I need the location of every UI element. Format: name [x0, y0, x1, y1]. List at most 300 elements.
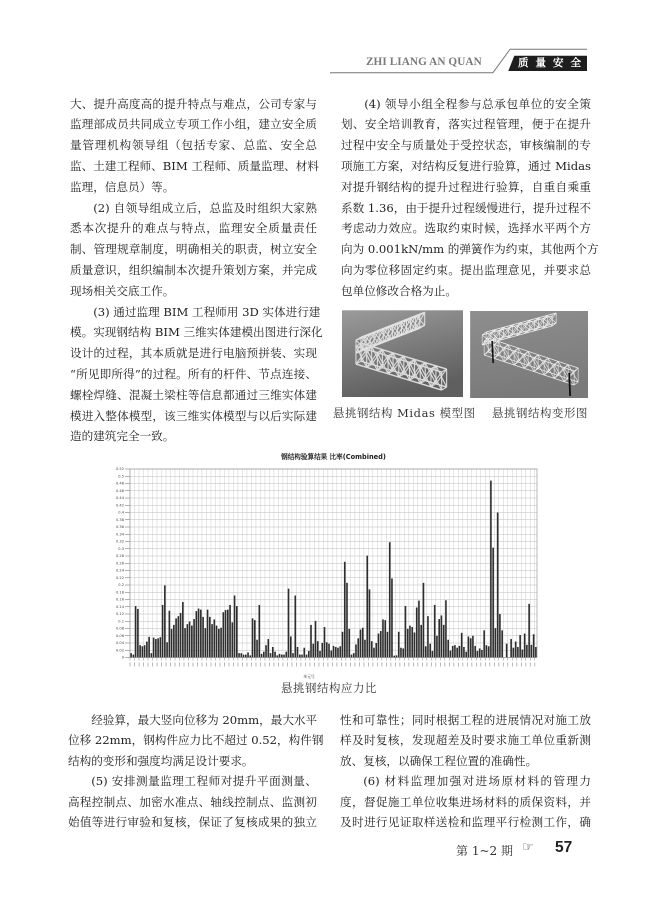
text-line: 包单位修改合格为止。	[341, 283, 457, 298]
bar	[429, 644, 431, 658]
bar	[202, 617, 204, 658]
bar	[506, 644, 508, 658]
text-line: (4) 领导小组全程参与总承包单位的安全策	[364, 96, 591, 111]
bar	[423, 583, 425, 658]
y-tick-label: 0.24	[115, 568, 124, 573]
bar	[256, 640, 258, 658]
text-line: 量管理机构领导组（包括专家、总监、安全总	[70, 138, 317, 153]
figure-midas-model-image	[342, 310, 464, 397]
x-tick-label-glyph	[346, 663, 347, 667]
bar	[454, 645, 456, 657]
bar	[447, 640, 449, 658]
bar	[234, 596, 236, 658]
x-tick-label-glyph	[292, 663, 293, 667]
x-tick-label-glyph	[202, 663, 203, 667]
x-tick-label-glyph	[319, 663, 320, 667]
x-tick-label-glyph	[449, 663, 450, 667]
bar	[436, 636, 438, 658]
text-line: (3) 通过监理 BIM 工程师用 3D 实体进行建	[93, 304, 321, 319]
x-axis-label: 单元号	[303, 674, 315, 679]
bar	[139, 645, 141, 657]
bar	[166, 642, 168, 657]
x-tick-label-glyph	[404, 663, 405, 667]
text-line: 悉本次提升的难点与特点，监理安全质量责任	[70, 221, 317, 236]
y-tick-label: 0.26	[115, 561, 124, 566]
bar	[488, 646, 490, 657]
x-tick-label-glyph	[143, 663, 144, 667]
x-tick-label-glyph	[328, 663, 329, 667]
bar	[240, 653, 242, 657]
bar	[348, 629, 350, 658]
x-tick-label-glyph	[485, 663, 486, 667]
bar	[265, 645, 267, 657]
paragraph	[70, 94, 317, 198]
paragraph	[68, 710, 324, 772]
x-tick-label-glyph	[260, 663, 261, 667]
bar	[326, 642, 328, 657]
bar	[411, 627, 413, 657]
bar	[155, 639, 157, 657]
x-tick-label-glyph	[193, 663, 194, 667]
x-tick-label-glyph	[229, 663, 230, 667]
bar	[180, 613, 182, 658]
bar	[299, 655, 301, 658]
text-line: 向为 0.001kN/mm 的弹簧作为约束，其他两个方	[341, 242, 599, 257]
text-line: (2) 自领导组成立后，总监及时组织大家熟	[93, 200, 317, 215]
bar	[351, 655, 353, 658]
x-tick-label-glyph	[278, 663, 279, 667]
x-tick-label-glyph	[355, 663, 356, 667]
bar	[252, 618, 254, 657]
bar	[443, 625, 445, 658]
x-tick-label-glyph	[296, 663, 297, 667]
section-pinyin: ZHI LIANG AN QUAN	[366, 56, 482, 68]
bar	[481, 650, 483, 658]
x-tick-label-glyph	[534, 663, 535, 667]
bar	[486, 645, 488, 657]
bar	[366, 556, 368, 658]
bar	[254, 620, 256, 657]
bar	[474, 646, 476, 658]
bar	[294, 596, 296, 658]
bar	[382, 619, 384, 657]
bar	[153, 638, 155, 658]
text-line: 螺栓焊缝、混凝土梁柱等信息都通过三维实体建	[70, 387, 317, 402]
bar	[531, 645, 533, 658]
y-tick-label: 0.38	[115, 517, 124, 522]
y-tick-label: 0.4	[118, 510, 124, 515]
bar	[445, 600, 447, 657]
text-line: “所见即所得”的过程。所有的杆件、节点连接、	[70, 366, 317, 381]
x-tick-label-glyph	[503, 663, 504, 667]
text-line: 对提升钢结构的提升过程进行验算，自重自乘重	[341, 179, 591, 194]
x-tick-label-glyph	[525, 663, 526, 667]
bar	[344, 562, 346, 658]
y-tick-label: 0.16	[115, 597, 124, 602]
bar	[312, 644, 314, 658]
figure-deformation-image	[470, 311, 588, 398]
x-tick-label-glyph	[530, 663, 531, 667]
x-tick-label-glyph	[256, 663, 257, 667]
x-tick-label-glyph	[512, 663, 513, 667]
x-tick-label-glyph	[206, 663, 207, 667]
x-tick-label-glyph	[274, 663, 275, 667]
bar	[427, 616, 429, 657]
bar	[452, 646, 454, 658]
bar	[492, 548, 494, 658]
text-line: 项施工方案，对结构反复进行验算，通过 Midas	[341, 158, 591, 173]
paragraph	[70, 302, 323, 448]
y-tick-label: 0.22	[115, 575, 124, 580]
bar	[290, 636, 292, 657]
bar	[384, 620, 386, 657]
bar	[142, 646, 144, 657]
x-tick-label-glyph	[152, 663, 153, 667]
x-tick-label-glyph	[359, 663, 360, 667]
bar	[387, 632, 389, 658]
x-tick-label-glyph	[337, 663, 338, 667]
x-tick-label-glyph	[283, 663, 284, 667]
paragraph	[341, 94, 599, 302]
bar	[297, 647, 299, 658]
bar	[510, 639, 512, 657]
text-line: 造的建筑完全一致。	[70, 429, 175, 444]
text-line: 及时进行见证取样送检和监理平行检测工作，确	[340, 815, 591, 830]
text-line: 模。实现钢结构 BIM 三维实体建模出图进行深化	[70, 325, 323, 340]
figure-caption-midas: 悬挑钢结构 Midas 模型图	[333, 406, 476, 420]
issue-label: 第 1~2 期	[456, 844, 513, 858]
bar	[160, 637, 162, 657]
bar	[223, 612, 225, 657]
y-tick-label: 0.2	[118, 583, 124, 588]
text-line: 向为零位移固定约束。提出监理意见，并要求总	[341, 262, 591, 277]
y-tick-label: 0.32	[115, 539, 124, 544]
text-line: 监理，信息员）等。	[70, 179, 175, 194]
bar	[378, 634, 380, 658]
x-tick-label-glyph	[471, 663, 472, 667]
x-tick-label-glyph	[458, 663, 459, 667]
bar	[391, 578, 393, 657]
bar	[272, 647, 274, 658]
x-tick-label-glyph	[350, 663, 351, 667]
bar	[524, 634, 526, 658]
text-line: 大、提升高度高的提升特点与难点，公司专家与	[70, 96, 317, 111]
bar	[276, 655, 278, 657]
bar	[281, 655, 283, 658]
x-tick-label-glyph	[130, 663, 131, 667]
bar	[513, 648, 515, 658]
x-tick-label-glyph	[507, 663, 508, 667]
x-tick-label-glyph	[409, 663, 410, 667]
y-tick-label: 0.28	[115, 554, 124, 559]
text-line: 位移 22mm，钢构件应力比不超过 0.52，构件钢	[68, 733, 324, 748]
text-line: 放、复核，以确保工程位置的准确性。	[340, 753, 538, 768]
bar	[515, 642, 517, 658]
deformation-marker	[492, 341, 493, 363]
bar	[495, 628, 497, 657]
bar	[450, 651, 452, 658]
bar	[173, 625, 175, 658]
y-tick-label: 0.08	[115, 626, 124, 631]
bar	[151, 653, 153, 657]
y-tick-label: 0.44	[115, 496, 124, 501]
x-tick-label-glyph	[323, 663, 324, 667]
bar	[146, 642, 148, 658]
x-tick-label-glyph	[314, 663, 315, 667]
text-line: 系数 1.36，由于提升过程缓慢进行，提升过程不	[341, 200, 591, 215]
bar	[342, 632, 344, 658]
bar	[497, 513, 499, 658]
bar	[425, 646, 427, 657]
y-tick-label: 0.06	[115, 633, 124, 638]
y-tick-label: 0.46	[115, 488, 124, 493]
x-tick-label-glyph	[368, 663, 369, 667]
bar	[339, 646, 341, 657]
text-line: 高程控制点、加密水准点、轴线控制点、监测初	[68, 794, 317, 809]
bar	[459, 646, 461, 658]
bar	[130, 653, 132, 657]
x-tick-label-glyph	[251, 663, 252, 667]
bar	[528, 604, 530, 658]
bar	[407, 629, 409, 658]
stress-ratio-bar-chart	[108, 445, 548, 687]
paragraph	[340, 710, 591, 772]
text-line: 性和可靠性；同时根据工程的进展情况对施工放	[340, 712, 591, 727]
bar	[477, 651, 479, 658]
bar	[389, 542, 391, 657]
bar	[461, 633, 463, 658]
y-tick-label: 0.04	[115, 641, 124, 646]
bar	[207, 610, 209, 658]
x-tick-label-glyph	[265, 663, 266, 667]
y-tick-label: 0.48	[115, 481, 124, 486]
bar	[243, 655, 245, 658]
y-tick-label: 0.02	[115, 648, 124, 653]
bar	[200, 610, 202, 658]
x-tick-label-glyph	[427, 663, 428, 667]
x-tick-label-glyph	[197, 663, 198, 667]
y-tick-label: 0.18	[115, 590, 124, 595]
pointing-hand-icon: ☞	[522, 840, 534, 855]
header-slash	[493, 49, 510, 72]
bar	[490, 481, 492, 658]
bar	[441, 615, 443, 657]
bar	[337, 648, 339, 658]
bar	[333, 646, 335, 658]
bar	[196, 611, 198, 657]
x-tick-label-glyph	[440, 663, 441, 667]
bar	[227, 610, 229, 658]
bar	[321, 643, 323, 658]
x-tick-label-glyph	[161, 663, 162, 667]
bar	[191, 626, 193, 658]
bar	[288, 589, 290, 658]
truss-model-render	[342, 310, 464, 397]
y-tick-label: 0.34	[115, 532, 124, 537]
bar	[420, 625, 422, 658]
text-line: (6) 材料监理加强对进场原材料的管理力	[363, 774, 591, 789]
text-line: (5) 安排测量监理工程师对提升平面测量、	[91, 774, 317, 789]
page-number: 57	[555, 839, 573, 856]
bar	[283, 655, 285, 658]
bar	[380, 631, 382, 657]
bar	[398, 632, 400, 658]
bar	[303, 648, 305, 658]
x-tick-label-glyph	[480, 663, 481, 667]
bar	[328, 644, 330, 658]
bar	[463, 647, 465, 658]
bar	[238, 653, 240, 657]
x-tick-label-glyph	[462, 663, 463, 667]
bar	[434, 605, 436, 658]
bar	[308, 651, 310, 658]
bar	[319, 651, 321, 658]
text-line: 度，督促施工单位收集进场材料的质保资料，并	[340, 794, 591, 809]
bar	[258, 605, 260, 658]
text-line: 过程中安全与质量处于受控状态，审核编制的专	[341, 138, 591, 153]
x-tick-label-glyph	[521, 663, 522, 667]
bar	[216, 626, 218, 658]
bar	[187, 624, 189, 657]
section-title: 质量安全	[518, 57, 588, 69]
truss-deformation-render	[470, 311, 588, 398]
text-line: 模进入整体模型，该三维实体模型与以后实际建	[70, 408, 317, 423]
x-tick-label-glyph	[233, 663, 234, 667]
bar	[306, 655, 308, 658]
bar	[414, 632, 416, 657]
bar	[375, 643, 377, 658]
x-tick-label-glyph	[269, 663, 270, 667]
text-line: 制、管理规章制度，明确相关的职责，树立安全	[70, 242, 317, 257]
chart-title: 钢结构验算结果 比率(Combined)	[281, 453, 386, 461]
bar	[274, 652, 276, 658]
bar	[209, 617, 211, 658]
text-column-bottom-right	[340, 710, 591, 833]
x-tick-label-glyph	[436, 663, 437, 667]
bar	[418, 601, 420, 658]
bar	[456, 648, 458, 658]
y-tick-label: 0.12	[115, 612, 124, 617]
bar	[346, 583, 348, 658]
text-line: 监理部成员共同成立专项工作小组，建立安全质	[70, 117, 317, 132]
x-tick-label-glyph	[157, 663, 158, 667]
text-line: 经验算，最大竖向位移为 20mm，最大水平	[91, 712, 318, 727]
bar	[198, 609, 200, 658]
x-tick-label-glyph	[224, 663, 225, 667]
bar	[175, 618, 177, 657]
x-tick-label-glyph	[377, 663, 378, 667]
bar	[416, 607, 418, 657]
bar	[157, 638, 159, 657]
text-line: 质量意识，组织编制本次提升策划方案，并完成	[70, 262, 317, 277]
bar	[533, 634, 535, 657]
x-tick-label-glyph	[431, 663, 432, 667]
bar	[526, 645, 528, 658]
bar	[317, 641, 319, 657]
x-tick-label-glyph	[166, 663, 167, 667]
bar	[236, 606, 238, 657]
paragraph	[70, 198, 317, 302]
bar	[261, 654, 263, 658]
bar	[353, 653, 355, 657]
bar	[371, 641, 373, 657]
x-tick-label-glyph	[395, 663, 396, 667]
x-tick-label-glyph	[476, 663, 477, 667]
bar	[189, 622, 191, 658]
bar	[218, 629, 220, 658]
bar	[470, 638, 472, 657]
x-tick-label-glyph	[215, 663, 216, 667]
x-tick-label-glyph	[301, 663, 302, 667]
bar	[335, 647, 337, 658]
bar	[396, 655, 398, 657]
bar	[182, 602, 184, 657]
x-tick-label-glyph	[134, 663, 135, 667]
bar	[499, 614, 501, 658]
bar	[164, 585, 166, 657]
bar	[400, 648, 402, 658]
bar	[225, 610, 227, 657]
bar	[169, 611, 171, 658]
bar	[357, 638, 359, 657]
bar	[472, 636, 474, 658]
paragraph	[340, 771, 591, 833]
bar	[148, 637, 150, 658]
bar	[178, 616, 180, 657]
bar	[362, 628, 364, 658]
x-tick-label-glyph	[516, 663, 517, 667]
x-tick-label-glyph	[364, 663, 365, 667]
x-tick-label-glyph	[489, 663, 490, 667]
bar	[249, 655, 251, 657]
y-tick-label: 0.5	[118, 474, 124, 479]
bar	[324, 627, 326, 657]
bar	[193, 619, 195, 657]
text-column-top-left	[70, 94, 323, 448]
bar	[310, 625, 312, 658]
deformation-marker	[569, 373, 570, 396]
bar	[137, 609, 139, 658]
bar	[301, 655, 303, 658]
bar	[517, 647, 519, 658]
y-tick-label: 0.36	[115, 525, 124, 530]
bar	[402, 648, 404, 657]
y-tick-label: 0.14	[115, 604, 124, 609]
bar	[519, 635, 521, 657]
x-tick-label-glyph	[454, 663, 455, 667]
bar	[483, 630, 485, 657]
paragraph	[68, 771, 317, 833]
x-tick-label-glyph	[175, 663, 176, 667]
bar	[229, 605, 231, 658]
bar	[232, 622, 234, 657]
bar	[479, 648, 481, 657]
x-tick-label-glyph	[332, 663, 333, 667]
text-line: 结构的变形和强度均满足设计要求。	[68, 753, 254, 768]
bar	[373, 648, 375, 658]
text-column-top-right	[341, 94, 599, 302]
bar	[364, 640, 366, 658]
x-tick-label-glyph	[188, 663, 189, 667]
bar	[245, 655, 247, 658]
x-tick-label-glyph	[242, 663, 243, 667]
text-line: 监、土建工程师、BIM 工程师、质量监理、材料	[70, 158, 319, 173]
x-tick-label-glyph	[382, 663, 383, 667]
bar	[267, 639, 269, 657]
x-tick-label-glyph	[386, 663, 387, 667]
x-tick-label-glyph	[467, 663, 468, 667]
bar	[133, 655, 135, 658]
